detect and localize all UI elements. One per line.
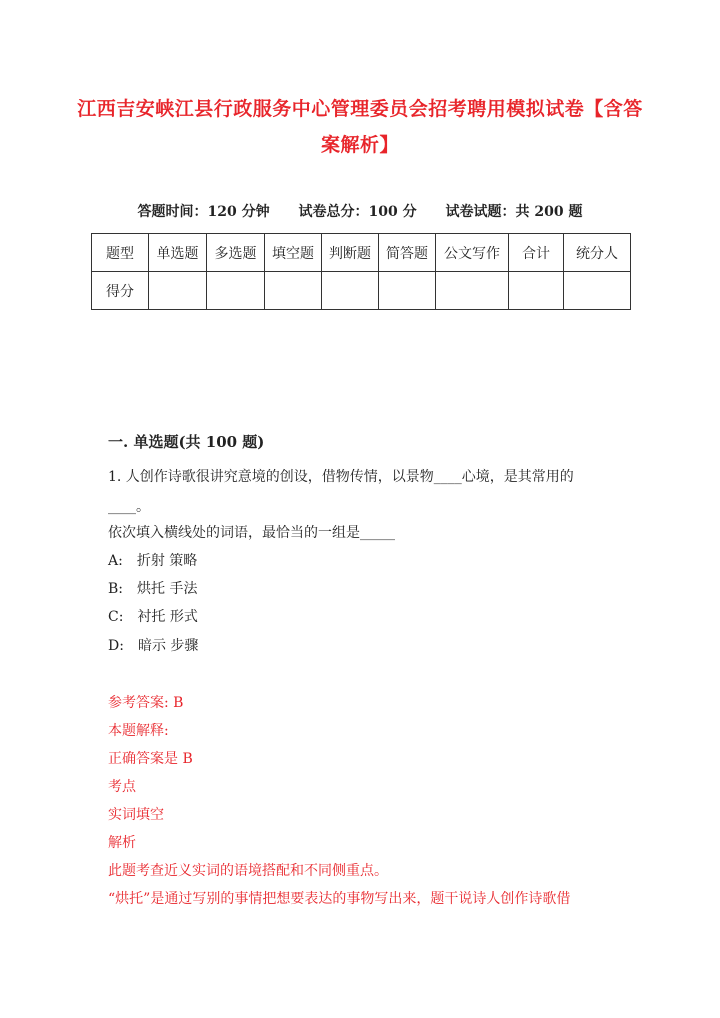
header-cell: 多选题 xyxy=(207,234,265,272)
score-table-score-row xyxy=(92,272,631,310)
score-table xyxy=(91,233,631,310)
row-label: 得分 xyxy=(92,272,149,310)
header-cell: 题型 xyxy=(92,234,149,272)
header-cell: 单选题 xyxy=(149,234,207,272)
score-table-header-row xyxy=(92,234,631,272)
score-cell xyxy=(564,272,631,310)
header-cell: 公文写作 xyxy=(436,234,509,272)
question-stem-line1: 1. 人创作诗歌很讲究意境的创设，借物传情，以景物____心境，是其常用的 xyxy=(108,469,574,485)
option-b: B: 烘托 手法 xyxy=(108,581,198,597)
question-prompt: 依次填入横线处的词语，最恰当的一组是_____ xyxy=(108,525,395,541)
option-a: A: 折射 策略 xyxy=(108,553,198,569)
header-cell: 合计 xyxy=(509,234,564,272)
score-cell xyxy=(149,272,207,310)
document-title-line2: 案解析】 xyxy=(320,134,399,156)
score-cell xyxy=(509,272,564,310)
header-cell: 统分人 xyxy=(564,234,631,272)
correct-answer: 正确答案是 B xyxy=(108,751,193,767)
reference-answer: 参考答案: B xyxy=(108,695,184,711)
point-label: 考点 xyxy=(108,779,136,795)
analysis-line2: “烘托”是通过写别的事情把想要表达的事物写出来，题干说诗人创作诗歌借 xyxy=(108,891,571,907)
score-cell xyxy=(322,272,379,310)
score-cell xyxy=(265,272,322,310)
score-cell xyxy=(436,272,509,310)
score-cell xyxy=(379,272,436,310)
analysis-label: 解析 xyxy=(108,835,136,851)
exam-info xyxy=(0,201,720,221)
header-cell: 判断题 xyxy=(322,234,379,272)
document-title-line1: 江西吉安峡江县行政服务中心管理委员会招考聘用模拟试卷【含答 xyxy=(77,98,643,120)
option-c: C: 衬托 形式 xyxy=(108,609,198,625)
section-title: 一. 单选题(共 100 题) xyxy=(108,433,265,451)
analysis-line1: 此题考查近义实词的语境搭配和不同侧重点。 xyxy=(108,863,388,879)
exam-time: 答题时间：120 分钟 xyxy=(137,204,270,220)
exam-question-count: 试卷试题：共 200 题 xyxy=(445,204,583,220)
explanation-label: 本题解释: xyxy=(108,723,169,739)
exam-total-score: 试卷总分：100 分 xyxy=(298,204,417,220)
score-cell xyxy=(207,272,265,310)
option-d: D: 暗示 步骤 xyxy=(108,638,199,654)
point-value: 实词填空 xyxy=(108,807,164,823)
header-cell: 简答题 xyxy=(379,234,436,272)
header-cell: 填空题 xyxy=(265,234,322,272)
question-stem-line2: ____。 xyxy=(108,499,150,515)
